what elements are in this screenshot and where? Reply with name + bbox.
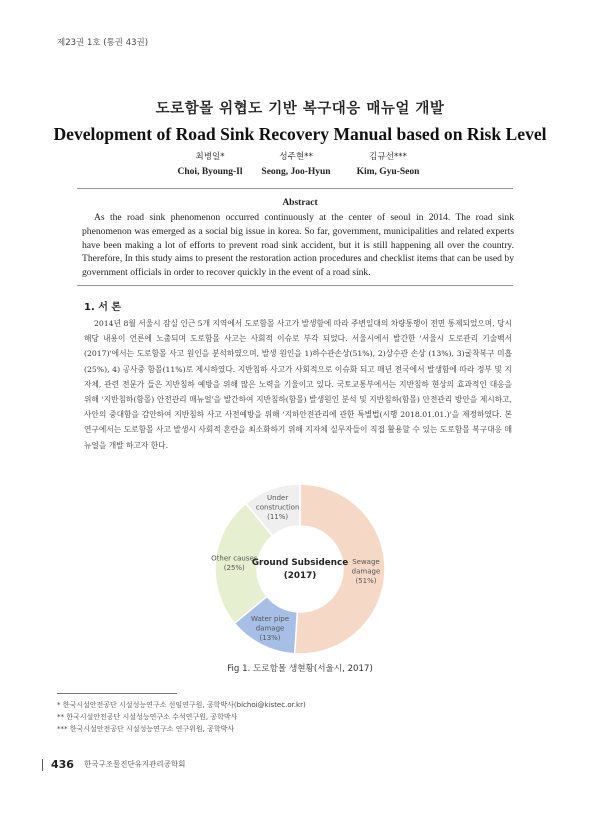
english-title: Development of Road Sink Recovery Manual based on Risk Level (53, 124, 547, 144)
footer-divider (42, 759, 43, 771)
footnotes (57, 699, 306, 735)
figure-caption: Fig 1. 도로함몰 생현황(서울시, 2017) (227, 664, 373, 674)
page-number: 436 (51, 758, 74, 771)
abstract-text: As the road sink phenomenon occurred continuously at the center of seoul in 2014. The road sink phenomenon was emerged as a social big issue in korea. So far, government, municipalities and related experts have been making a lot of efforts to prevent road sink accident, but it is still happening all over the country. Therefore, In this study aims to present the restoration action procedures and checklist items that can be used by government officials in order to recover quickly in the event of a road sink. (82, 212, 514, 279)
footnote-3: *** 한국시설안전공단 시설성능연구소 연구위원, 공학박사 (57, 725, 235, 733)
journal-name: 한국구조물진단유지관리공학회 (83, 759, 186, 769)
volume-info: 제23권 1호 (통권 43권) (57, 38, 149, 48)
abstract-top-rule (77, 188, 513, 189)
author-2-korean-name: 성주현** (279, 152, 313, 162)
author-3 (323, 150, 453, 180)
chart-center-label-line2: (2017) (283, 571, 317, 581)
korean-title: 도로함몰 위협도 기반 복구대응 매뉴얼 개발 (155, 101, 445, 117)
author-2-english-name: Seong, Joo-Hyun (261, 167, 331, 177)
footnote-2: ** 한국시설안전공단 시설성능연구소 수석연구원, 공학박사 (57, 713, 238, 721)
author-1-english-name: Choi, Byoung-Il (177, 167, 243, 177)
author-3-korean-name: 김규선*** (369, 152, 407, 162)
page-footer (42, 758, 185, 771)
chart-center-label-line1: Ground Subsidence (251, 558, 349, 568)
author-3-english-name: Kim, Gyu-Seon (356, 167, 420, 177)
author-1-korean-name: 최병일* (195, 152, 225, 162)
section-body-text: 2014년 8월 서울시 잠실 인근 5개 지역에서 도로함몰 사고가 발생함에 따라 주변일대의 차량통행이 전면 통제되었으며, 당시 해당 내용이 언론에 노출되며 도로함몰 사고는 사회적 이슈로 부각 되었다. 서울시에서 발간한 '서울시 도로관리 기술백서(2017)'에서는 도로함몰 사고 원인을 분석하였으며, 발생 원인을 1)하수관손상(51%), 2)상수관 손상 (13%), 3)굴착복구 미흡(25%), 4) 공사중 함몰(11%)로 제시하였다. 지반침하 사고가 사회적으로 이슈화 되고 매년 전국에서 발생함에 따라 정부 및 지자체, 관련 전문가 들은 지반침하 예방을 위해 많은 노력을 기울이고 있다. 국토교통부에서는 지반침하 현상의 효과적인 대응을 위해 '지반침하(함몰) 안전관리 매뉴얼'을 발간하여 지반침하(함몰) 발생원인 분석 및 지반침하(함몰) 안전관리 방안을 제시하고, 사안의 중대함을 감안하여 지반침하 사고 사전예방을 위해 '지하안전관리에 관한 특별법(시행 2018.01.01.)'을 제정하였다. 본 연구에서는 도로함몰 사고 발생시 사회적 혼란을 최소화하기 위해 지자체 실무자들이 직접 활용할 수 있는 도로함몰 복구대응 매뉴얼을 개발 하고자 한다. (84, 319, 512, 450)
footnote-1: * 한국시설안전공단 시설성능연구소 선임연구원, 공학박사(bichoi@kistec.or.kr) (57, 701, 306, 709)
figure-donut-chart (200, 477, 400, 661)
abstract-heading: Abstract (282, 198, 318, 208)
donut-slice-label-1: Sewage damage (51%) (351, 558, 381, 586)
donut-chart-svg (200, 477, 400, 657)
donut-slice-label-3: Other causes (25%) (211, 554, 258, 573)
footnote-rule (57, 693, 177, 694)
abstract-bottom-rule (77, 285, 513, 286)
donut-slice-label-2: Water pipe damage (13%) (251, 614, 290, 642)
donut-slice-label-4: Under construction (11%) (255, 493, 300, 521)
section-heading: 1. 서 론 (84, 302, 122, 313)
